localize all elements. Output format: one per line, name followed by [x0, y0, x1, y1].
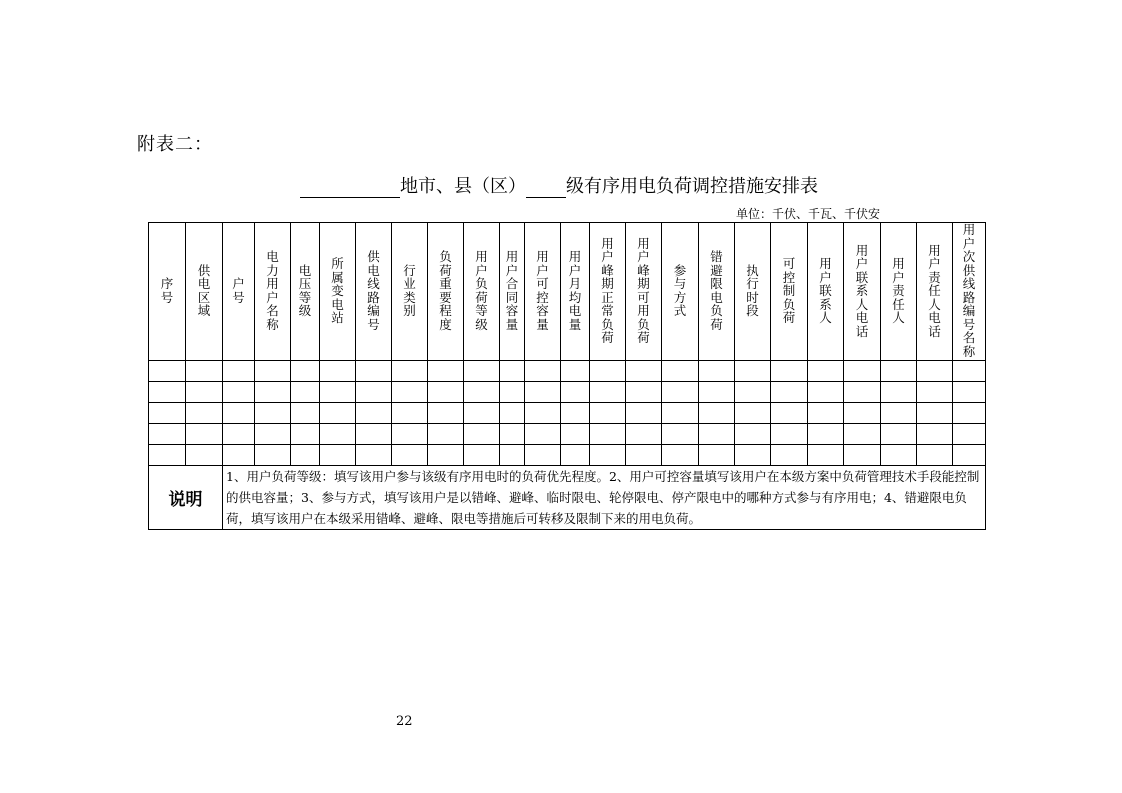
- table-cell: [808, 361, 844, 382]
- table-cell: [917, 382, 953, 403]
- table-cell: [291, 403, 320, 424]
- table-cell: [428, 403, 464, 424]
- table-cell: [808, 445, 844, 466]
- table-cell: [223, 403, 255, 424]
- table-cell: [699, 403, 735, 424]
- header-cell: 用户峰期正常负荷: [590, 223, 626, 361]
- table-cell: [525, 403, 561, 424]
- table-cell: [735, 361, 771, 382]
- note-label: 说明: [149, 466, 223, 530]
- table-cell: [561, 382, 590, 403]
- header-cell: 序号: [149, 223, 186, 361]
- header-cell: 可控制负荷: [771, 223, 808, 361]
- table-cell: [590, 361, 626, 382]
- table-cell: [500, 403, 525, 424]
- table-cell: [320, 382, 356, 403]
- table-cell: [428, 424, 464, 445]
- page-title: [300, 170, 880, 198]
- appendix-label: 附表二：: [137, 134, 213, 155]
- table-row: [149, 382, 986, 403]
- table-cell: [525, 382, 561, 403]
- table-cell: [662, 424, 699, 445]
- table-cell: [953, 382, 986, 403]
- table-cell: [561, 403, 590, 424]
- table-cell: [771, 424, 808, 445]
- table-cell: [320, 403, 356, 424]
- table-cell: [735, 424, 771, 445]
- table-cell: [255, 361, 291, 382]
- table-cell: [291, 361, 320, 382]
- load-control-table: [148, 222, 986, 530]
- unit-note: 单位：千伏、千瓦、千伏安: [736, 207, 881, 221]
- table-cell: [881, 424, 917, 445]
- table-cell: [735, 382, 771, 403]
- table-cell: [149, 403, 186, 424]
- table-cell: [291, 445, 320, 466]
- table-cell: [561, 361, 590, 382]
- table-cell: [699, 445, 735, 466]
- header-cell: 用户负荷等级: [464, 223, 500, 361]
- title-part-1: 地市、县（区）: [400, 176, 526, 197]
- table-cell: [500, 361, 525, 382]
- table-cell: [662, 445, 699, 466]
- table-cell: [917, 403, 953, 424]
- table-cell: [149, 382, 186, 403]
- header-cell: 用户次供线路编号名称: [953, 223, 986, 361]
- header-cell: 用户责任人电话: [917, 223, 953, 361]
- table-cell: [699, 424, 735, 445]
- table-cell: [917, 361, 953, 382]
- table-cell: [291, 382, 320, 403]
- header-cell: 电压等级: [291, 223, 320, 361]
- table-cell: [428, 445, 464, 466]
- header-row: [149, 223, 986, 361]
- table-cell: [500, 424, 525, 445]
- blank-level-field: [526, 175, 566, 198]
- table-cell: [392, 403, 428, 424]
- table-cell: [149, 445, 186, 466]
- table-cell: [525, 445, 561, 466]
- table-cell: [662, 382, 699, 403]
- note-text: 1、用户负荷等级：填写该用户参与该级有序用电时的负荷优先程度。2、用户可控容量填写该用户在本级方案中负荷管理技术手段能控制的供电容量；3、参与方式，填写该用户是以错峰、避峰、临时限电、轮停限电、停产限电中的哪种方式参与有序用电；4、错避限电负荷，填写该用户在本级采用错峰、避峰、限电等措施后可转移及限制下来的用电负荷。: [223, 466, 986, 530]
- table-cell: [881, 403, 917, 424]
- table-row: [149, 403, 986, 424]
- table-cell: [356, 403, 392, 424]
- header-cell: 用户联系人: [808, 223, 844, 361]
- table-cell: [662, 361, 699, 382]
- table-cell: [844, 424, 881, 445]
- table-cell: [699, 361, 735, 382]
- table-row: [149, 445, 986, 466]
- table-cell: [953, 445, 986, 466]
- table-cell: [186, 382, 223, 403]
- table-cell: [590, 424, 626, 445]
- table-cell: [223, 445, 255, 466]
- header-cell: 用户可控容量: [525, 223, 561, 361]
- header-cell: 用户峰期可用负荷: [626, 223, 662, 361]
- table-cell: [917, 424, 953, 445]
- table-cell: [881, 361, 917, 382]
- table-cell: [561, 424, 590, 445]
- table-cell: [356, 424, 392, 445]
- table-cell: [223, 361, 255, 382]
- header-cell: 执行时段: [735, 223, 771, 361]
- table-cell: [428, 382, 464, 403]
- header-cell: 参与方式: [662, 223, 699, 361]
- table-cell: [255, 382, 291, 403]
- table-cell: [771, 445, 808, 466]
- table-cell: [844, 403, 881, 424]
- table-cell: [500, 382, 525, 403]
- title-part-2: 级有序用电负荷调控措施安排表: [566, 176, 818, 197]
- table-cell: [320, 361, 356, 382]
- table-cell: [735, 445, 771, 466]
- table-cell: [356, 382, 392, 403]
- table-cell: [464, 403, 500, 424]
- table-cell: [392, 424, 428, 445]
- table-cell: [320, 424, 356, 445]
- table-cell: [626, 382, 662, 403]
- table-cell: [590, 445, 626, 466]
- table-cell: [464, 382, 500, 403]
- table-cell: [464, 361, 500, 382]
- table-cell: [881, 445, 917, 466]
- table-cell: [735, 403, 771, 424]
- table-cell: [392, 382, 428, 403]
- table-cell: [291, 424, 320, 445]
- table-cell: [428, 361, 464, 382]
- table-cell: [392, 361, 428, 382]
- table-row: [149, 424, 986, 445]
- table-cell: [917, 445, 953, 466]
- table-cell: [525, 424, 561, 445]
- table-cell: [844, 361, 881, 382]
- table-cell: [808, 424, 844, 445]
- table-cell: [356, 445, 392, 466]
- table-cell: [525, 361, 561, 382]
- table-cell: [223, 382, 255, 403]
- table-cell: [392, 445, 428, 466]
- table-cell: [953, 403, 986, 424]
- table-cell: [844, 445, 881, 466]
- table-cell: [149, 424, 186, 445]
- table-cell: [953, 424, 986, 445]
- header-cell: 行业类别: [392, 223, 428, 361]
- table-cell: [881, 382, 917, 403]
- header-cell: 负荷重要程度: [428, 223, 464, 361]
- table-cell: [186, 403, 223, 424]
- header-cell: 用户合同容量: [500, 223, 525, 361]
- header-cell: 户号: [223, 223, 255, 361]
- table-cell: [255, 403, 291, 424]
- header-cell: 用户月均电量: [561, 223, 590, 361]
- table-cell: [626, 445, 662, 466]
- table-cell: [320, 445, 356, 466]
- table-cell: [186, 361, 223, 382]
- table-cell: [500, 445, 525, 466]
- table-cell: [626, 361, 662, 382]
- table-cell: [590, 403, 626, 424]
- table-cell: [186, 424, 223, 445]
- page-number: 22: [396, 714, 413, 729]
- table-cell: [699, 382, 735, 403]
- header-cell: 供电线路编号: [356, 223, 392, 361]
- table-cell: [771, 403, 808, 424]
- note-row: [149, 466, 986, 530]
- table-cell: [844, 382, 881, 403]
- table-cell: [953, 361, 986, 382]
- blank-city-field: [300, 175, 400, 198]
- table-row: [149, 361, 986, 382]
- header-cell: 用户联系人电话: [844, 223, 881, 361]
- table-cell: [464, 424, 500, 445]
- table-cell: [186, 445, 223, 466]
- header-cell: 所属变电站: [320, 223, 356, 361]
- table-cell: [561, 445, 590, 466]
- table-cell: [771, 361, 808, 382]
- table-cell: [464, 445, 500, 466]
- table-cell: [255, 424, 291, 445]
- header-cell: 错避限电负荷: [699, 223, 735, 361]
- table-cell: [590, 382, 626, 403]
- table-cell: [662, 403, 699, 424]
- table-cell: [626, 403, 662, 424]
- table-cell: [808, 382, 844, 403]
- header-cell: 供电区域: [186, 223, 223, 361]
- table-cell: [808, 403, 844, 424]
- header-cell: 电力用户名称: [255, 223, 291, 361]
- table-cell: [255, 445, 291, 466]
- table-cell: [356, 361, 392, 382]
- table-cell: [626, 424, 662, 445]
- header-cell: 用户责任人: [881, 223, 917, 361]
- table-cell: [771, 382, 808, 403]
- table-cell: [149, 361, 186, 382]
- table-cell: [223, 424, 255, 445]
